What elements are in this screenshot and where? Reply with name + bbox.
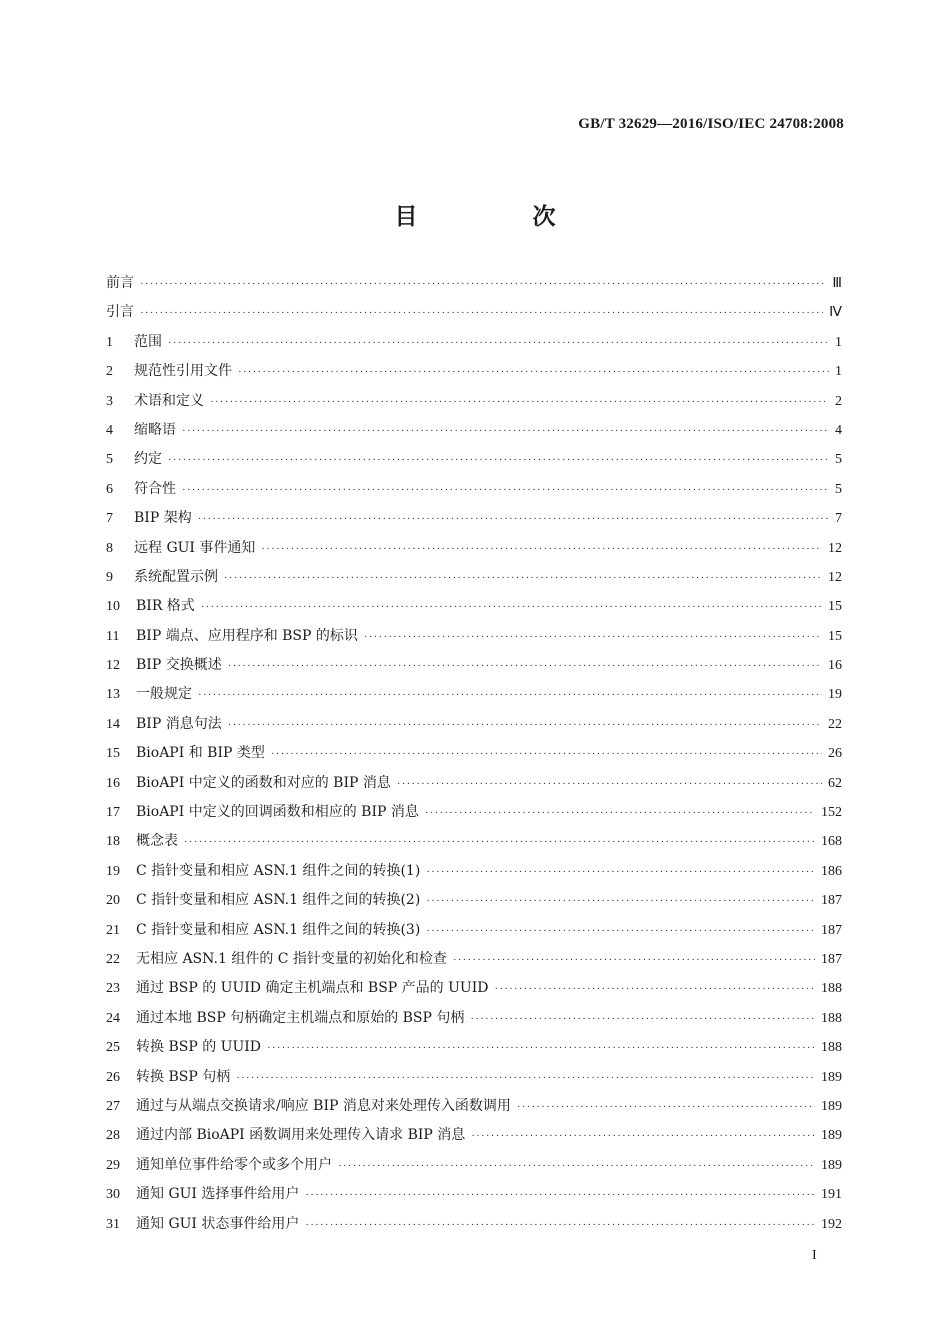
toc-entry bbox=[106, 1154, 842, 1183]
dot-leader bbox=[198, 513, 829, 525]
toc-entry-label: 通过 BSP 的 UUID 确定主机端点和 BSP 产品的 UUID bbox=[136, 980, 489, 997]
dot-leader bbox=[471, 1130, 815, 1142]
toc-entry-label: 约定 bbox=[134, 451, 162, 468]
toc-entry-number: 21 bbox=[106, 922, 120, 938]
toc-entry-number: 8 bbox=[106, 540, 113, 556]
standard-code: GB/T 32629—2016/ISO/IEC 24708:2008 bbox=[578, 116, 844, 132]
toc-entry-number: 11 bbox=[106, 628, 120, 644]
toc-entry-page: 188 bbox=[821, 1040, 842, 1056]
toc-entry-page: 189 bbox=[821, 1069, 842, 1085]
toc-entry-page: 191 bbox=[821, 1187, 842, 1203]
toc-entry-number: 16 bbox=[106, 775, 120, 791]
toc-entry-number: 15 bbox=[106, 746, 120, 762]
toc-entry-number: 20 bbox=[106, 893, 120, 909]
dot-leader bbox=[397, 778, 822, 790]
toc-entry-number: 23 bbox=[106, 981, 120, 997]
toc-entry-page: 186 bbox=[821, 863, 842, 879]
dot-leader bbox=[364, 631, 822, 643]
dot-leader bbox=[140, 307, 823, 319]
toc-entry-label: 通过内部 BioAPI 函数调用来处理传入请求 BIP 消息 bbox=[136, 1127, 466, 1144]
toc-entry-number: 17 bbox=[106, 805, 120, 821]
dot-leader bbox=[228, 660, 822, 672]
toc-entry bbox=[106, 1095, 842, 1124]
toc-entry-label: 通知 GUI 状态事件给用户 bbox=[136, 1215, 300, 1232]
toc-entry-page: 12 bbox=[828, 540, 842, 556]
toc-entry-label: BioAPI 中定义的回调函数和相应的 BIP 消息 bbox=[136, 804, 419, 821]
toc-title: 目 次 bbox=[394, 204, 602, 230]
dot-leader bbox=[182, 425, 829, 437]
toc-entry bbox=[106, 977, 842, 1006]
toc-entry-number: 30 bbox=[106, 1187, 120, 1203]
toc-entry-number: 31 bbox=[106, 1216, 120, 1232]
toc-entry-number: 7 bbox=[106, 511, 113, 527]
toc-entry-page: 187 bbox=[821, 951, 842, 967]
toc-entry-page: 187 bbox=[821, 922, 842, 938]
toc-entry bbox=[106, 390, 842, 419]
toc-entry-number: 1 bbox=[106, 334, 113, 350]
toc-entry-label: 范围 bbox=[134, 333, 162, 350]
toc-entry-number: 22 bbox=[106, 951, 120, 967]
dot-leader bbox=[224, 572, 822, 584]
toc-entry-page: 1 bbox=[835, 364, 842, 380]
dot-leader bbox=[168, 454, 829, 466]
toc-entry-label: 概念表 bbox=[136, 833, 178, 850]
toc-entry-page: 187 bbox=[821, 893, 842, 909]
toc-entry-number: 12 bbox=[106, 658, 120, 674]
toc-entry-number: 5 bbox=[106, 452, 113, 468]
toc-entry bbox=[106, 654, 842, 683]
toc-entry-label: 通过本地 BSP 句柄确定主机端点和原始的 BSP 句柄 bbox=[136, 1009, 465, 1026]
dot-leader bbox=[140, 278, 826, 290]
toc-entry-number: 27 bbox=[106, 1098, 120, 1114]
toc-entry-page: 16 bbox=[828, 658, 842, 674]
dot-leader bbox=[271, 748, 822, 760]
toc-entry-number: 9 bbox=[106, 569, 113, 585]
toc-entry-label: BIP 消息句法 bbox=[136, 715, 222, 732]
dot-leader bbox=[182, 484, 829, 496]
dot-leader bbox=[201, 601, 822, 613]
toc-entry-page: 188 bbox=[821, 981, 842, 997]
dot-leader bbox=[261, 543, 822, 555]
toc-entry-number: 4 bbox=[106, 422, 113, 438]
dot-leader bbox=[426, 866, 815, 878]
toc-entry bbox=[106, 889, 842, 918]
toc-entry-label: BIR 格式 bbox=[136, 598, 195, 615]
toc-entry bbox=[106, 801, 842, 830]
toc-entry-label: C 指针变量和相应 ASN.1 组件之间的转换(1) bbox=[136, 862, 421, 879]
toc-entry-page: Ⅳ bbox=[829, 305, 842, 321]
page-number: I bbox=[812, 1248, 817, 1263]
dot-leader bbox=[168, 337, 829, 349]
toc-entry-number: 13 bbox=[106, 687, 120, 703]
dot-leader bbox=[426, 925, 815, 937]
toc-entry-page: 4 bbox=[835, 422, 842, 438]
dot-leader bbox=[426, 895, 815, 907]
dot-leader bbox=[470, 1013, 815, 1025]
toc-entry bbox=[106, 507, 842, 536]
toc-entry bbox=[106, 625, 842, 654]
toc-entry-page: 1 bbox=[835, 334, 842, 350]
toc-entry-page: 2 bbox=[835, 393, 842, 409]
toc-entry-label: BIP 交换概述 bbox=[136, 657, 222, 674]
toc-entry-page: 15 bbox=[828, 599, 842, 615]
toc-entry-label: 通知 GUI 选择事件给用户 bbox=[136, 1186, 300, 1203]
toc-entry-label: C 指针变量和相应 ASN.1 组件之间的转换(3) bbox=[136, 921, 421, 938]
toc-entry-number: 19 bbox=[106, 863, 120, 879]
toc-entry-number: 28 bbox=[106, 1128, 120, 1144]
toc-entry-label: BIP 端点、应用程序和 BSP 的标识 bbox=[136, 627, 358, 644]
toc-entry bbox=[106, 683, 842, 712]
toc-entry bbox=[106, 948, 842, 977]
dot-leader bbox=[494, 983, 815, 995]
dot-leader bbox=[305, 1189, 815, 1201]
toc-entry-page: 189 bbox=[821, 1098, 842, 1114]
toc-entry bbox=[106, 1036, 842, 1065]
toc-entry bbox=[106, 419, 842, 448]
dot-leader bbox=[425, 807, 815, 819]
dot-leader bbox=[517, 1101, 815, 1113]
toc-entry bbox=[106, 1124, 842, 1153]
dot-leader bbox=[236, 1072, 815, 1084]
toc-entry bbox=[106, 272, 842, 301]
toc-entry-page: 22 bbox=[828, 716, 842, 732]
toc-entry-page: 168 bbox=[821, 834, 842, 850]
toc-entry-label: 转换 BSP 的 UUID bbox=[136, 1039, 262, 1056]
toc-entry bbox=[106, 537, 842, 566]
toc-entry bbox=[106, 1183, 842, 1212]
toc-entry-label: 术语和定义 bbox=[134, 392, 204, 409]
dot-leader bbox=[198, 689, 822, 701]
toc-entry-label: BIP 架构 bbox=[134, 510, 192, 527]
toc-entry-label: BioAPI 中定义的函数和对应的 BIP 消息 bbox=[136, 774, 391, 791]
toc-entry-number: 29 bbox=[106, 1157, 120, 1173]
dot-leader bbox=[267, 1042, 815, 1054]
toc-entry bbox=[106, 331, 842, 360]
toc-entry-page: 19 bbox=[828, 687, 842, 703]
toc-entry-label: 通知单位事件给零个或多个用户 bbox=[136, 1156, 332, 1173]
toc-entry-page: 7 bbox=[835, 511, 842, 527]
toc-entry bbox=[106, 772, 842, 801]
toc-entry-label: 缩略语 bbox=[134, 421, 176, 438]
toc-entry bbox=[106, 595, 842, 624]
dot-leader bbox=[453, 954, 815, 966]
toc-entry-number: 24 bbox=[106, 1010, 120, 1026]
toc-entry bbox=[106, 1066, 842, 1095]
toc-entry-page: 26 bbox=[828, 746, 842, 762]
toc-entry-label: 通过与从端点交换请求/响应 BIP 消息对来处理传入函数调用 bbox=[136, 1097, 511, 1114]
dot-leader bbox=[228, 719, 822, 731]
toc-entry-label: 转换 BSP 句柄 bbox=[136, 1068, 231, 1085]
toc-entry-page: 152 bbox=[821, 805, 842, 821]
toc-entry-number: 6 bbox=[106, 481, 113, 497]
toc-entry-page: 189 bbox=[821, 1157, 842, 1173]
toc-entry-page: 5 bbox=[835, 481, 842, 497]
toc-entry bbox=[106, 1213, 842, 1242]
toc-entry-label: 前言 bbox=[106, 275, 134, 291]
toc-entry bbox=[106, 301, 842, 330]
toc-entry bbox=[106, 830, 842, 859]
toc-entry-label: 规范性引用文件 bbox=[134, 363, 232, 380]
toc-entry-number: 26 bbox=[106, 1069, 120, 1085]
toc-entry bbox=[106, 742, 842, 771]
toc-entry bbox=[106, 566, 842, 595]
toc-entry-number: 14 bbox=[106, 716, 120, 732]
toc-entry-page: 188 bbox=[821, 1010, 842, 1026]
toc-entry-number: 10 bbox=[106, 599, 120, 615]
toc-entry-label: 系统配置示例 bbox=[134, 568, 218, 585]
toc-entry-page: 189 bbox=[821, 1128, 842, 1144]
dot-leader bbox=[184, 836, 815, 848]
toc-entry bbox=[106, 1007, 842, 1036]
dot-leader bbox=[338, 1160, 815, 1172]
toc-entry bbox=[106, 360, 842, 389]
toc-entry-page: 5 bbox=[835, 452, 842, 468]
dot-leader bbox=[305, 1219, 815, 1231]
toc-entry-label: 符合性 bbox=[134, 480, 176, 497]
toc-entry-number: 3 bbox=[106, 393, 113, 409]
toc-entry-page: 192 bbox=[821, 1216, 842, 1232]
toc-entry-label: C 指针变量和相应 ASN.1 组件之间的转换(2) bbox=[136, 892, 421, 909]
toc-entry-label: 无相应 ASN.1 组件的 C 指针变量的初始化和检查 bbox=[136, 950, 447, 967]
toc-entry-page: 15 bbox=[828, 628, 842, 644]
toc-list bbox=[106, 272, 842, 1242]
toc-entry-number: 2 bbox=[106, 364, 113, 380]
toc-entry bbox=[106, 860, 842, 889]
toc-entry-page: Ⅲ bbox=[832, 276, 842, 291]
toc-entry-page: 12 bbox=[828, 569, 842, 585]
toc-entry-label: BioAPI 和 BIP 类型 bbox=[136, 745, 265, 762]
toc-entry bbox=[106, 713, 842, 742]
toc-entry-number: 25 bbox=[106, 1040, 120, 1056]
dot-leader bbox=[210, 396, 829, 408]
toc-entry bbox=[106, 448, 842, 477]
toc-entry-label: 引言 bbox=[106, 304, 134, 321]
toc-entry bbox=[106, 478, 842, 507]
toc-entry-page: 62 bbox=[828, 775, 842, 791]
toc-entry bbox=[106, 919, 842, 948]
dot-leader bbox=[238, 366, 829, 378]
toc-entry-label: 远程 GUI 事件通知 bbox=[134, 539, 256, 556]
toc-entry-label: 一般规定 bbox=[136, 686, 192, 703]
toc-entry-number: 18 bbox=[106, 834, 120, 850]
